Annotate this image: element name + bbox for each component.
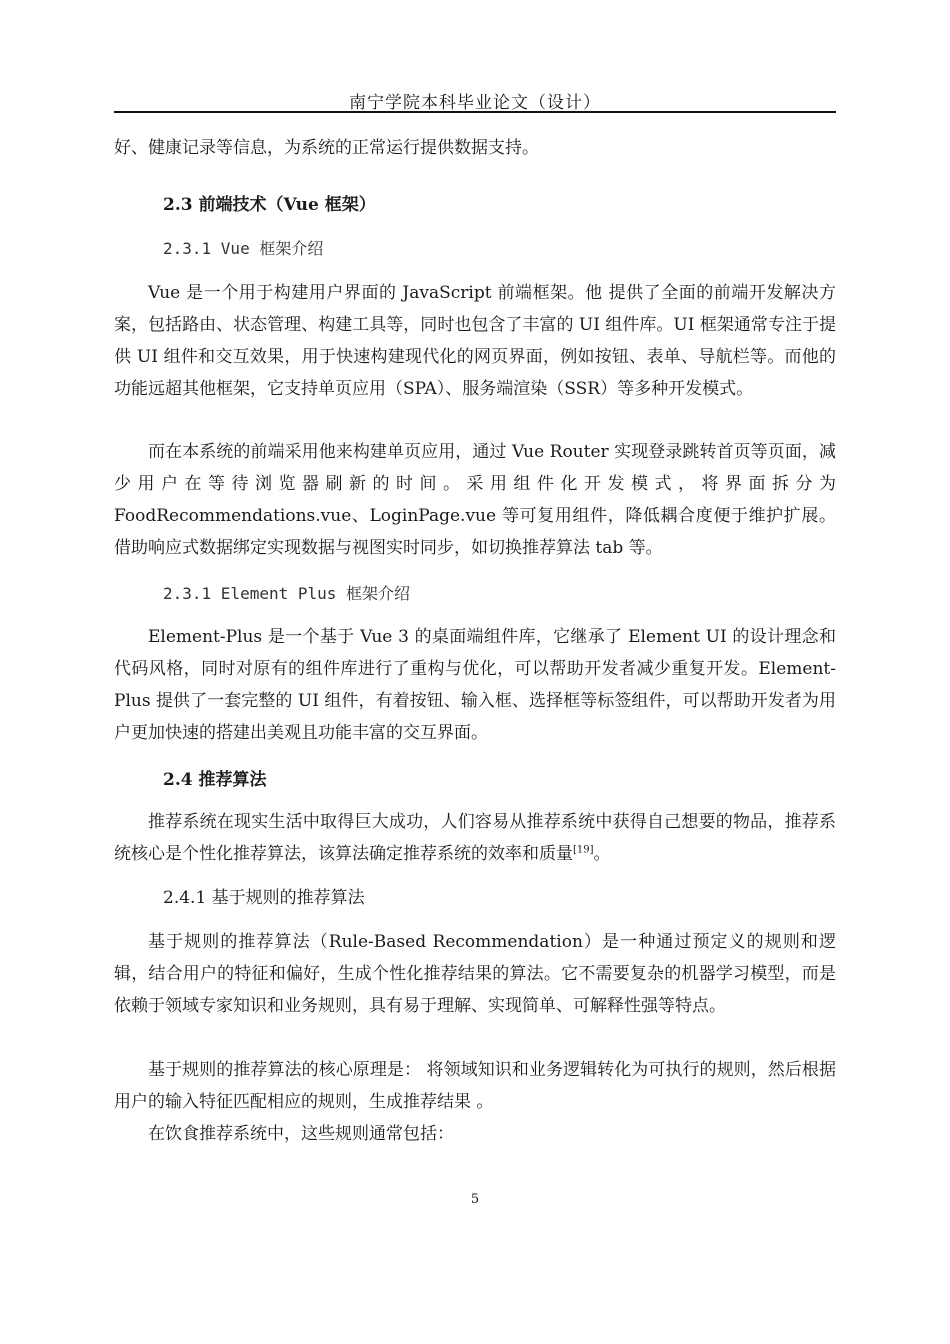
paragraph-element-plus: Element-Plus 是一个基于 Vue 3 的桌面端组件库，它继承了 Element UI 的设计理念和代码风格，同时对原有的组件库进行了重构与优化，可以帮助开发者减少重复开发。Element-Plus 提供了一套完整的 UI 组件，有着按钮、输入框、选择框等标签组件，可以帮助开发者为用户更加快速的搭建出美观且功能丰富的交互界面。 [114, 627, 836, 743]
paragraph-rule-based: 基于规则的推荐算法（Rule-Based Recommendation）是一种通过预定义的规则和逻辑，结合用户的特征和偏好，生成个性化推荐结果的算法。它不需要复杂的机器学习模型，而是依赖于领域专家知识和业务规则，具有易于理解、实现简单、可解释性强等特点。 [114, 932, 836, 1016]
page-number: 5 [470, 1192, 480, 1207]
paragraph-rule-list-intro: 在饮食推荐系统中，这些规则通常包括： [148, 1124, 454, 1144]
paragraph-recommendation [114, 806, 836, 870]
paragraph-vue-intro: Vue 是一个用于构建用户界面的 JavaScript 前端框架。他 提供了全面的前端开发解决方案，包括路由、状态管理、构建工具等，同时也包含了丰富的 UI 组件库。UI 框架通常专注于提供 UI 组件和交互效果，用于快速构建现代化的网页界面，例如按钮、表单、导航栏等。而他的功能远超其他框架，它支持单页应用（SPA）、服务端渲染（SSR）等多种开发模式。 [114, 283, 836, 399]
paragraph-vue-usage: 而在本系统的前端采用他来构建单页应用，通过 Vue Router 实现登录跳转首页等页面，减少用户在等待浏览器刷新的时间。采用组件化开发模式，将界面拆分为 FoodRecommendations.vue、LoginPage.vue 等可复用组件，降低耦合度便于维护扩展。借助响应式数据绑定实现数据与视图实时同步，如切换推荐算法 tab 等。 [114, 442, 836, 558]
paragraph-recommendation-end: 。 [593, 844, 611, 864]
header-divider [114, 111, 836, 113]
paragraph-continuation: 好、健康记录等信息，为系统的正常运行提供数据支持。 [114, 138, 539, 158]
page-header: 南宁学院本科毕业论文（设计） [349, 93, 601, 113]
paragraph-rule-principle: 基于规则的推荐算法的核心原理是： 将领域知识和业务逻辑转化为可执行的规则，然后根据用户的输入特征匹配相应的规则，生成推荐结果 。 [114, 1060, 836, 1112]
section-heading-2-3: 2.3 前端技术（Vue 框架） [163, 195, 376, 215]
subsection-heading-rule-based: 2.4.1 基于规则的推荐算法 [163, 888, 365, 908]
subsection-heading-vue-intro: 2.3.1 Vue 框架介绍 [163, 239, 324, 258]
paragraph-recommendation-text: 推荐系统在现实生活中取得巨大成功，人们容易从推荐系统中获得自己想要的物品，推荐系统核心是个性化推荐算法，该算法确定推荐系统的效率和质量 [114, 812, 836, 864]
subsection-heading-element-plus: 2.3.1 Element Plus 框架介绍 [163, 584, 411, 603]
section-heading-2-4: 2.4 推荐算法 [163, 770, 267, 790]
citation-ref: [19] [573, 844, 594, 856]
